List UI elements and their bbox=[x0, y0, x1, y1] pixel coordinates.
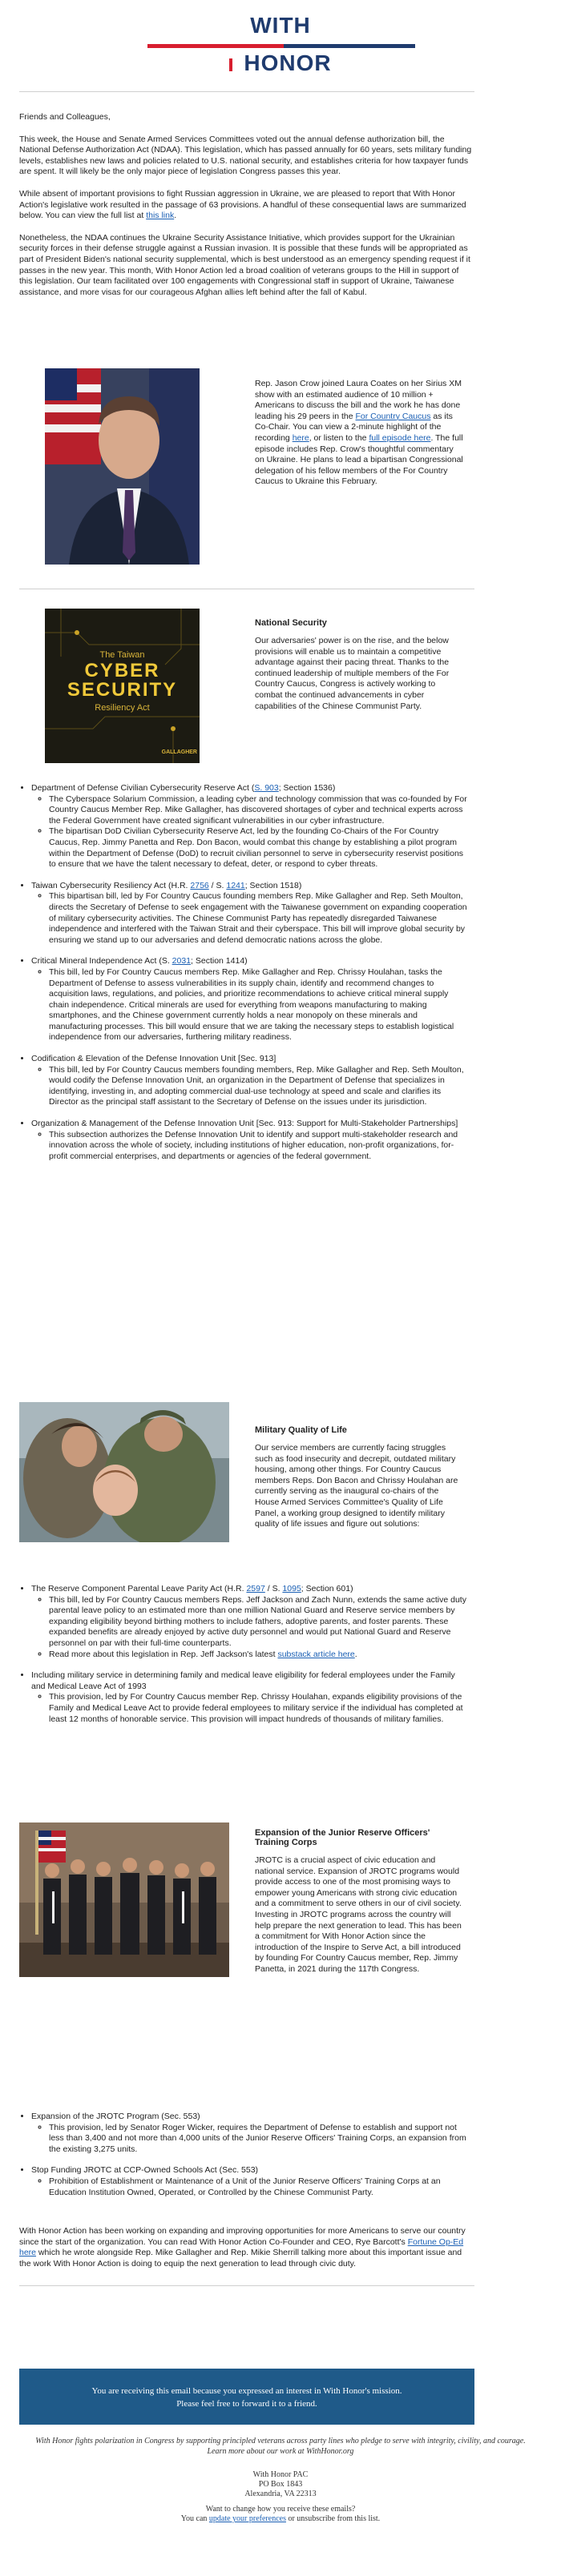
quality-of-life-intro bbox=[255, 1425, 465, 1530]
jrotc-body: JROTC is a crucial aspect of civic education and national service. Expansion of JROTC programs would provide access to one of the most promising ways to empower young Americans with strong civic education and a commitment to serve others in our of civil society. Investing in JROTC programs across the country will help prepare the next generation to lead. This has been a commitment for With Honor Action since the introduction of the Inspire to Serve Act, a bill introduced by founding For Country Caucus member, Rep. Jimmy Panetta, in 2021 during the 117th Congress. bbox=[255, 1855, 462, 1974]
logo-honor-wordmark: HONOR bbox=[0, 50, 561, 76]
bill-link[interactable]: 2756 bbox=[190, 880, 209, 890]
list-subitem: ◦ This bill, led by For Country Caucus members Reps. Jeff Jackson and Zach Nunn, extends the same active duty parental leave policy to an estimated more than one million National Guard and Reserve service members by expanding eligibility beyond birthing mothers to include fathers, adoptive parents, and foster parents. These expanded benefits are already enjoyed by active duty personnel and would put National Guard and Reserve personnel on par with their full-time counterparts. bbox=[49, 1595, 468, 1650]
bill-link[interactable]: 2031 bbox=[172, 956, 192, 967]
logo-red-bar bbox=[147, 44, 284, 48]
list-subitem: ◦ Read more about this legislation in Rep. Jeff Jackson's latest substack article here. bbox=[49, 1650, 468, 1661]
national-security-body: Our adversaries' power is on the rise, and the below provisions will enable us to maintain a competitive advantage against their pacing threat. Thanks to the continued leadership of multiple members of the For Country Caucus, Congress is actively working to combat the continued advancements in cyber capabilities of the Chinese Communist Party. bbox=[255, 636, 450, 711]
footer-preferences-line: You can update your preferences or unsubscribe from this list. bbox=[180, 2514, 381, 2523]
list-item: • Including military service in determining family and medical leave eligibility for federal employees under the Family and Medical Leave Act of 1993 ◦ This provision, led by For Country Caucus member Rep. Chrissy Houlahan, expands eligibility provisions of the Family and Medical Leave Act to provide federal employees to military service if the individual has completed at least 12 months of honorable service. This provision will impact hundreds of thousands of military families. bbox=[31, 1670, 468, 1725]
list-item: • The Reserve Component Parental Leave Parity Act (H.R. 2597 / S. 1095; Section 601) ◦ This bill, led by For Country Caucus members Reps. Jeff Jackson and Zach Nunn, extends the same active duty parental leave policy to an estimated more than one million National Guard and Reserve service members by expanding eligibility beyond birthing mothers to include fathers, adoptive parents, and foster parents. These expanded benefits are already enjoyed by active duty personnel and would put National Guard and Reserve personnel on par with their full-time counterparts. ◦ Read more about this legislation in Rep. Jeff Jackson's latest substack article here. bbox=[31, 1584, 468, 1660]
bill-link[interactable]: 2597 bbox=[246, 1584, 265, 1593]
national-security-intro bbox=[255, 618, 463, 712]
cyber-image-main-text-2: SECURITY bbox=[67, 679, 178, 701]
list-subitem: ◦ This provision, led by For Country Caucus member Rep. Chrissy Houlahan, expands eligibility provisions of the Family and Medical Leave Act to provide federal employees to military service if the individual has completed at least 12 months of honorable service. This provision will impact hundreds of thousands of military families. bbox=[49, 1692, 468, 1725]
crow-paragraph: Rep. Jason Crow joined Laura Coates on her Sirius XM show with an estimated audience of 10 million + Americans to discuss the bill and the work he has done leading his 29 peers in the For Country Caucus as its Co-Chair. You can view a 2-minute highlight of the recording here, or listen to the full episode here. The full episode includes Rep. Crow's thoughtful commentary on Ukraine. He plans to lead a bipartisan Congressional delegation of his fellow members of the For Country Caucus to Ukraine this February. bbox=[255, 379, 463, 487]
national-security-list bbox=[19, 783, 468, 1162]
list-item: • Department of Defense Civilian Cybersecurity Reserve Act (S. 903; Section 1536) ◦ The Cyberspace Solarium Commission, a leading cyber and technology commission that was co-founded by For Country Caucus Member Rep. Mike Gallagher, has discovered shortages of cyber and technical experts across the Federal Government have created significant vulnerabilities in our cyber infrastructure. ◦ The bipartisan DoD Civilian Cybersecurity Reserve Act, led by the founding Co-Chairs of the For Country Caucus, Rep. Jimmy Panetta and Rep. Don Bacon, would combat this change by establishing a pilot program within the Department of Defense (DoD) to recruit civilian personnel to serve in cybersecurity reservist positions to ensure that we have the talent necessary to defeat, deter, or respond to cyber threats. bbox=[31, 783, 468, 870]
list-subitem: ◦ This bill, led by For Country Caucus members Rep. Mike Gallagher and Rep. Chrissy Houlahan, tasks the Department of Defense to assess vulnerabilities in its supply chain, identify and recommend changes to acquisition laws, regulations, and policies, and prioritize recommendations to achieve critical mineral supply chain independence. Critical minerals are used for everything from weapons manufacturing to making smartphones, and the Chinese government currently holds a near monopoly on these minerals and manufacturing processes. This bill would ensure that we are taking the necessary steps to establish logistical independence from our adversaries, furthering military readiness. bbox=[49, 967, 468, 1043]
jrotc-title: Expansion of the Junior Reserve Officers' Training Corps bbox=[255, 1828, 430, 1847]
footer-mission: With Honor fights polarization in Congress by supporting principled veterans across party lines who pledge to serve with integrity, civility, and courage. Learn more about our work at WithHonor.org bbox=[35, 2437, 526, 2456]
cyber-image-top-text: The Taiwan bbox=[99, 650, 145, 660]
fortune-op-ed-link[interactable]: Fortune Op-Ed here bbox=[19, 2236, 464, 2258]
list-subitem: ◦ The bipartisan DoD Civilian Cybersecurity Reserve Act, led by the founding Co-Chairs of the For Country Caucus, Rep. Jimmy Panetta and Rep. Don Bacon, would combat this change by establishing a pilot program within the Department of Defense (DoD) to recruit civilian personnel to serve in cybersecurity reservist positions to ensure that we have the talent necessary to defeat, deter, or respond to cyber threats. bbox=[49, 826, 468, 870]
list-item: • Stop Funding JROTC at CCP-Owned Schools Act (Sec. 553) ◦ Prohibition of Establishment or Maintenance of a Unit of the Junior Reserve Officers' Training Corps at an Education Institution Owned, Operated, or Controlled by the Chinese Communist Party. bbox=[31, 2165, 468, 2198]
bill-link[interactable]: 1241 bbox=[226, 880, 245, 890]
greeting: Friends and Colleagues, bbox=[19, 112, 111, 122]
intro-section bbox=[19, 112, 472, 298]
footer-banner bbox=[19, 2369, 474, 2425]
substack-article-link[interactable]: substack article here bbox=[277, 1649, 355, 1659]
quality-of-life-title: Military Quality of Life bbox=[255, 1425, 347, 1435]
footer-city: Alexandria, VA 22313 bbox=[244, 2490, 317, 2498]
military-family-photo bbox=[19, 1402, 229, 1542]
jrotc-list bbox=[19, 2112, 468, 2198]
intro-paragraph-2: While absent of important provisions to fight Russian aggression in Ukraine, we are pleased to report that With Honor Action's legislative work resulted in the passage of 63 provisions. A handful of these consequential laws are summarized below. You can view the full list at this link. bbox=[19, 188, 466, 221]
list-subitem: ◦ Prohibition of Establishment or Maintenance of a Unit of the Junior Reserve Officers' Training Corps at an Education Institution Owned, Operated, or Controlled by the Chinese Communist Party. bbox=[49, 2176, 468, 2198]
cyber-image-main-text-1: CYBER bbox=[84, 660, 160, 681]
national-security-title: National Security bbox=[255, 618, 327, 628]
jrotc-group-photo bbox=[19, 1822, 229, 1977]
cyber-image-badge: GALLAGHER bbox=[161, 749, 197, 755]
list-subitem: ◦ This provision, led by Senator Roger Wicker, requires the Department of Defense to establish and support not less than 3,400 and not more than 4,000 units of the Junior Reserve Officers' Training Corps, an expansion from the existing 3,275 units. bbox=[49, 2123, 468, 2156]
list-subitem: ◦ The Cyberspace Solarium Commission, a leading cyber and technology commission that was co-founded by For Country Caucus Member Rep. Mike Gallagher, has discovered shortages of cyber and technical experts across the Federal Government have created significant vulnerabilities in our cyber infrastructure. bbox=[49, 794, 468, 827]
logo-with-wordmark: WITH bbox=[250, 13, 311, 38]
logo-navy-bar bbox=[284, 44, 415, 48]
closing-paragraph: With Honor Action has been working on expanding and improving opportunities for more Americans to serve our country since the start of the organization. You can read With Honor Action Co-Founder and CEO, Rye Barcott's Fortune Op-Ed here which he wrote alongside Rep. Mike Gallagher and Rep. Mikie Sherrill talking more about this important issue and the work With Honor Action is doing to equip the next generation to lead through civic duty. bbox=[19, 2226, 466, 2269]
jrotc-intro bbox=[255, 1828, 465, 1975]
list-subitem: ◦ This bipartisan bill, led by For Country Caucus founding members Rep. Mike Gallagher and Rep. Seth Moulton, directs the Secretary of Defense to seek engagement with the Taiwanese government on expanding cooperation of military cybersecurity activities. The Chinese Communist Party has repeatedly disregarded Taiwanese independence and interfered with the Taiwan Strait and their cyberspace. This bill will improve global security by ensuring we stand up to our adversaries and defend democratic nations across the globe. bbox=[49, 891, 468, 946]
footer-org-name: With Honor PAC bbox=[252, 2470, 309, 2479]
bill-link[interactable]: 1095 bbox=[282, 1584, 301, 1593]
header-divider bbox=[19, 91, 474, 92]
list-item: • Codification & Elevation of the Defense Innovation Unit [Sec. 913] ◦ This bill, led by For Country Caucus members founding members, Rep. Mike Gallagher and Rep. Seth Moulton, would codify the Defense Innovation Unit, an organization in the Department of Defense that specializes in identifying, investing in, and adopting commercial dual-use technology at speed and scale and clarifies its Director as the principal staff assistant to the Secretary of Defense on the issues under its jurisdiction. bbox=[31, 1054, 468, 1108]
intro-paragraph-3: Nonetheless, the NDAA continues the Ukraine Security Assistance Initiative, which provides support for the Ukrainian security forces in their defense struggle against a Russian invasion. It is possible that these funds will be appropriated as part of President Biden's national security supplemental, which is best understood as an emergency spending request if it passes in the new year. This month, With Honor Action led a broad coalition of veterans groups to the Hill in support of this legislation. Our team facilitated over 100 engagements with Congressional staff in support of Ukraine, Taiwanese assistance, and more visas for our courageous Afghan allies left behind after the fall of Kabul. bbox=[19, 232, 470, 297]
list-subitem: ◦ This subsection authorizes the Defense Innovation Unit to identify and support multi-stakeholder research and innovation across the whole of society, including institutions of higher education, non-profit organizations, for-profit commercial enterprises, and departments or agencies of the federal government. bbox=[49, 1130, 468, 1163]
quality-of-life-body: Our service members are currently facing struggles such as food insecurity and decrepit, outdated military housing, among other things. For Country Caucus members Reps. Don Bacon and Chrissy Houlahan are currently serving as the inaugural co-chairs of the House Armed Services Committee's Quality of Life Panel, a working group designed to identify military quality of life issues and figure out solutions: bbox=[255, 1443, 458, 1529]
footer-change-question: Want to change how you receive these emails? bbox=[205, 2505, 356, 2514]
list-item: • Critical Mineral Independence Act (S. 2031; Section 1414) ◦ This bill, led by For Country Caucus members Rep. Mike Gallagher and Rep. Chrissy Houlahan, tasks the Department of Defense to assess vulnerabilities in its supply chain, identify and recommend changes to acquisition laws, regulations, and policies, and prioritize recommendations to achieve critical mineral supply chain independence. Critical minerals are used for everything from weapons manufacturing to making smartphones, and the Chinese government currently holds a near monopoly on these minerals and manufacturing processes. This bill would ensure that we are taking the necessary steps to establish logistical independence from our adversaries, furthering military readiness. bbox=[31, 956, 468, 1043]
footer-banner-line-1: You are receiving this email because you expressed an interest in With Honor's mission. bbox=[91, 2386, 402, 2396]
cyber-image-bottom-text: Resiliency Act bbox=[95, 703, 150, 713]
footer-po-box: PO Box 1843 bbox=[258, 2480, 303, 2489]
list-item: • Organization & Management of the Defense Innovation Unit [Sec. 913: Support for Multi-Stakeholder Partnerships] ◦ This subsection authorizes the Defense Innovation Unit to identify and support multi-stakeholder research and innovation across the whole of society, including institutions of higher education, non-profit organizations, for-profit commercial enterprises, and departments or agencies of the federal government. bbox=[31, 1119, 468, 1162]
for-country-caucus-link[interactable]: For Country Caucus bbox=[355, 411, 431, 421]
cyber-security-image bbox=[45, 609, 200, 763]
list-item: • Taiwan Cybersecurity Resiliency Act (H.R. 2756 / S. 1241; Section 1518) ◦ This bipartisan bill, led by For Country Caucus founding members Rep. Mike Gallagher and Rep. Seth Moulton, directs the Secretary of Defense to seek engagement with the Taiwanese government on expanding cooperation of military cybersecurity activities. The Chinese Communist Party has repeatedly disregarded Taiwanese independence and interfered with the Taiwan Strait and their cyberspace. This bill will improve global security by ensuring we stand up to our adversaries and defend democratic nations across the globe. bbox=[31, 881, 468, 946]
closing-divider bbox=[19, 2285, 474, 2286]
full-list-link[interactable]: this link bbox=[146, 211, 175, 221]
footer-banner-line-2: Please feel free to forward it to a friend. bbox=[176, 2399, 317, 2409]
bill-link[interactable]: S. 903 bbox=[254, 783, 279, 793]
update-preferences-link[interactable]: update your preferences bbox=[208, 2514, 286, 2523]
rep-crow-photo bbox=[45, 368, 200, 565]
intro-paragraph-1: This week, the House and Senate Armed Services Committees voted out the annual defense authorization bill, the National Defense Authorization Act (NDAA). This legislation, which has passed annually for 60 years, sets military funding levels, establishes new laws and policies related to U.S. national security, and establishes criteria for how taxpayer funds are spent. It will likely be the only major piece of legislation Congress passes this year. bbox=[19, 134, 472, 177]
list-item: • Expansion of the JROTC Program (Sec. 553) ◦ This provision, led by Senator Roger Wicker, requires the Department of Defense to establish and support not less than 3,400 and not more than 4,000 units of the Junior Reserve Officers' Training Corps, an expansion from the existing 3,275 units. bbox=[31, 2112, 468, 2155]
quality-of-life-list bbox=[19, 1584, 468, 1725]
full-episode-link[interactable]: full episode here bbox=[369, 432, 431, 443]
highlight-recording-link[interactable]: here bbox=[292, 432, 309, 443]
list-subitem: ◦ This bill, led by For Country Caucus members founding members, Rep. Mike Gallagher and Rep. Seth Moulton, would codify the Defense Innovation Unit, an organization in the Department of Defense that specializes in identifying, investing in, and adopting commercial dual-use technology at speed and scale and clarifies its Director as the principal staff assistant to the Secretary of Defense on the issues under its jurisdiction. bbox=[49, 1065, 468, 1108]
